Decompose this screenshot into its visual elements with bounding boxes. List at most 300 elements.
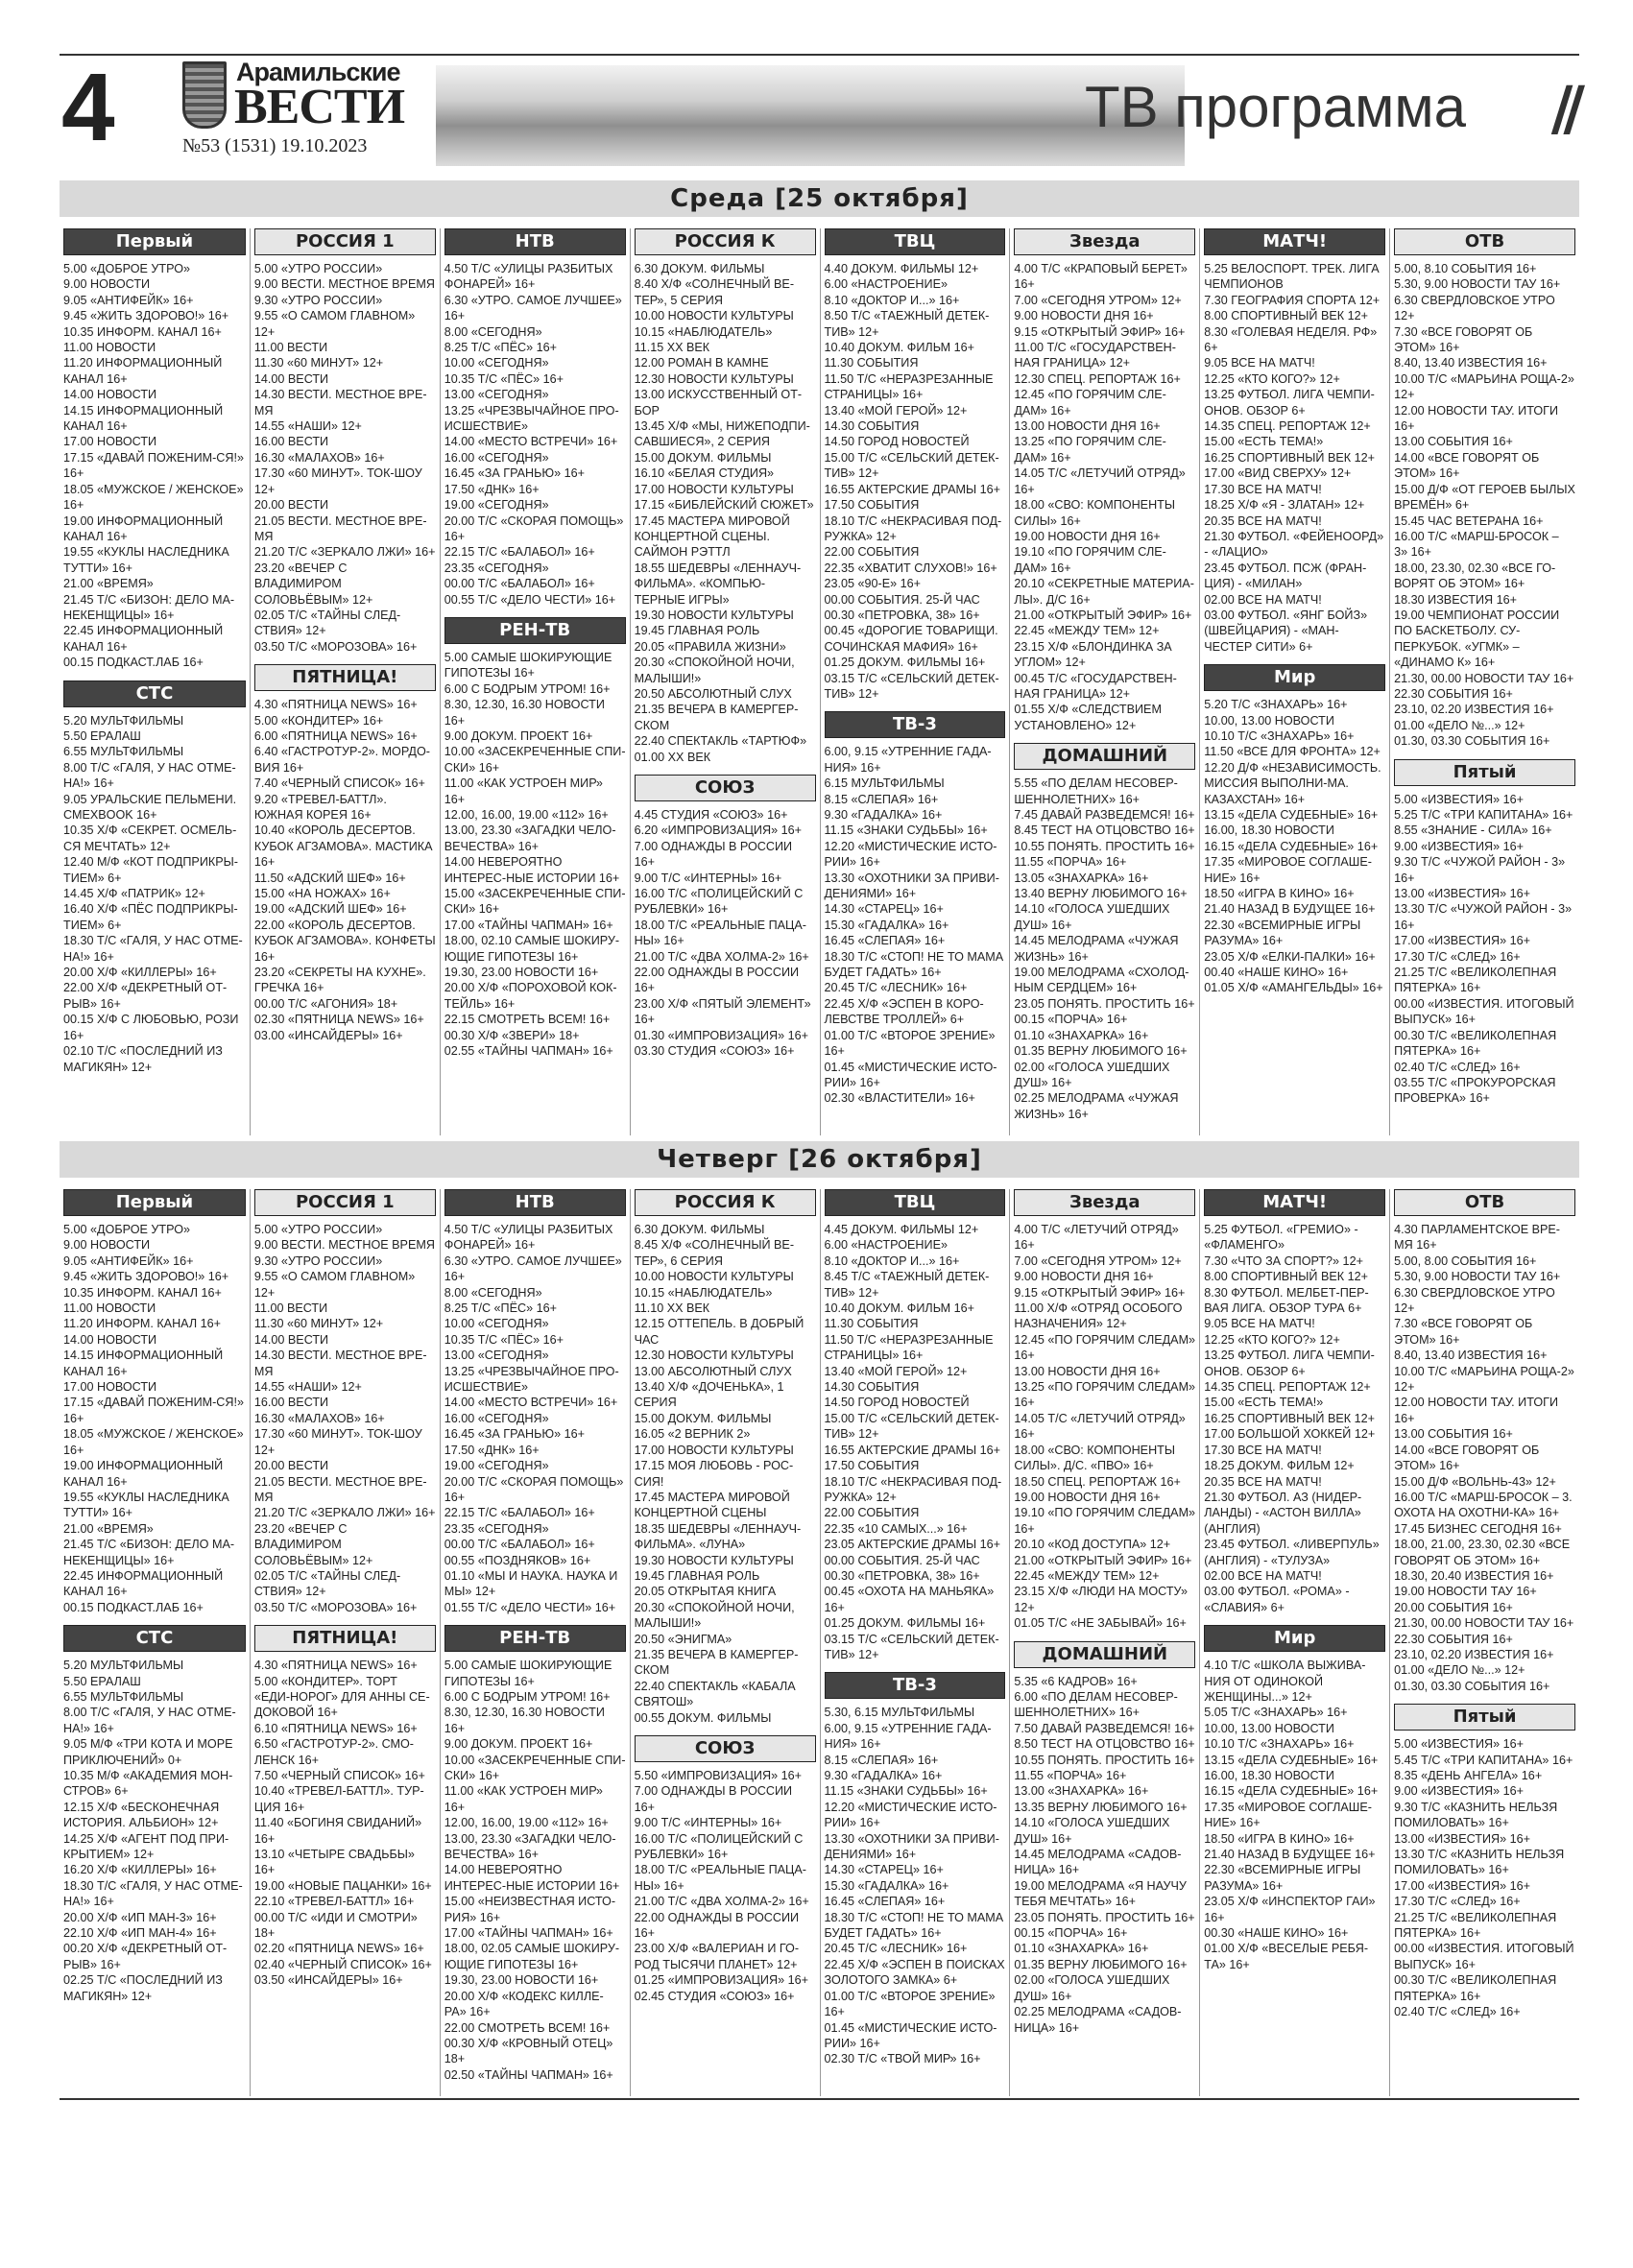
program-item: 02.00 ВСЕ НА МАТЧ! bbox=[1204, 1568, 1322, 1583]
program-item: 14.10 «ГОЛОСА УШЕДШИХ ДУШ» 16+ bbox=[1014, 1816, 1170, 1846]
program-item: 19.30, 23.00 НОВОСТИ 16+ bbox=[444, 966, 599, 980]
program-item: 20.00 СОБЫТИЯ 16+ bbox=[1394, 1600, 1513, 1614]
program-item: 8.25 Т/С «ПЁС» 16+ bbox=[444, 1301, 557, 1316]
program-item: 19.00 «СЕГОДНЯ» bbox=[444, 1459, 549, 1473]
program-item: 00.55 Т/С «ДЕЛО ЧЕСТИ» 16+ bbox=[444, 592, 616, 607]
program-item: 15.00 «ЗАСЕКРЕЧЕННЫЕ СПИ-СКИ» 16+ bbox=[444, 887, 626, 917]
program-item: 17.00 «ИЗВЕСТИЯ» 16+ bbox=[1394, 1878, 1530, 1893]
block-gap bbox=[1204, 1615, 1385, 1625]
program-item: 7.50 «ЧЕРНЫЙ СПИСОК» 16+ bbox=[253, 1769, 425, 1782]
program-item: 18.00, 21.00, 23.30, 02.30 «ВСЕ ГОВОРЯТ ОБ ЭТОМ» 16+ bbox=[1394, 1538, 1571, 1567]
program-item: 4.00 Т/С «ЛЕТУЧИЙ ОТРЯД» 16+ bbox=[1014, 1223, 1179, 1253]
program-item: 00.45 «ОХОТА НА МАНЬЯКА» 16+ bbox=[824, 1585, 995, 1614]
channel-column bbox=[630, 1189, 820, 2096]
program-item: 14.50 ГОРОД НОВОСТЕЙ bbox=[824, 1396, 970, 1410]
program-item: 13.25 ФУТБОЛ. ЛИГА ЧЕМПИ-ОНОВ. ОБЗОР 6+ bbox=[1204, 388, 1375, 418]
program-item: 8.30 ФУТБОЛ. МЕЛБЕТ-ПЕР-ВАЯ ЛИГА. ОБЗОР ТУРА 6+ bbox=[1204, 1285, 1369, 1316]
program-item: 14.00 НОВОСТИ bbox=[63, 388, 157, 402]
program-item: 01.25 «ИМПРОВИЗАЦИЯ» 16+ bbox=[634, 1973, 808, 1988]
channel-logo: РЕН-ТВ bbox=[444, 1625, 626, 1652]
program-list bbox=[63, 1222, 246, 1615]
program-item: 02.10 Т/С «ПОСЛЕДНИЙ ИЗ МАГИКЯН» 12+ bbox=[63, 1044, 223, 1074]
channel-column bbox=[1009, 228, 1199, 1135]
program-item: 21.00 «ВРЕМЯ» bbox=[63, 577, 154, 591]
program-item: 18.30 Т/С «СТОП! НЕ ТО МАМА БУДЕТ ГАДАТЬ» 16+ bbox=[824, 1910, 1004, 1941]
program-item: 10.55 ПОНЯТЬ. ПРОСТИТЬ 16+ bbox=[1014, 839, 1195, 853]
program-item: 14.45 МЕЛОДРАМА «САДОВ-НИЦА» 16+ bbox=[1014, 1848, 1182, 1877]
program-item: 17.15 МОЯ ЛЮБОВЬ - РОС-СИЯ! bbox=[634, 1459, 794, 1489]
program-item: 7.00 ОДНАЖДЫ В РОССИИ 16+ bbox=[634, 1784, 793, 1814]
program-item: 20.10 «СЕКРЕТНЫЕ МАТЕРИА-ЛЫ». Д/С 16+ bbox=[1014, 577, 1194, 607]
program-item: 23.20 «ВЕЧЕР С ВЛАДИМИРОМ СОЛОВЬЁВЫМ» 12+ bbox=[253, 561, 373, 607]
program-item: 03.00 «ИНСАЙДЕРЫ» 16+ bbox=[253, 1028, 403, 1042]
program-item: 8.15 «СЛЕПАЯ» 16+ bbox=[824, 792, 939, 806]
channel-column bbox=[60, 228, 250, 1135]
channel-logo: ОТВ bbox=[1394, 228, 1575, 255]
program-item: 10.55 ПОНЯТЬ. ПРОСТИТЬ 16+ bbox=[1014, 1753, 1195, 1767]
program-item: 11.15 «ЗНАКИ СУДЬБЫ» 16+ bbox=[824, 824, 988, 838]
channel-logo: ПЯТНИЦА! bbox=[254, 1625, 436, 1652]
program-item: 12.00 РОМАН В КАМНЕ bbox=[634, 356, 769, 370]
program-item: 10.40 «КОРОЛЬ ДЕСЕРТОВ. КУБОК АГЗАМОВА». МАСТИКА 16+ bbox=[253, 824, 433, 870]
program-list bbox=[1394, 1222, 1575, 1694]
program-item: 16.25 СПОРТИВНЫЙ ВЕК 12+ bbox=[1204, 450, 1375, 465]
program-item: 13.00, 23.30 «ЗАГАДКИ ЧЕЛО-ВЕЧЕСТВА» 16+ bbox=[444, 1831, 616, 1862]
program-item: 11.20 ИНФОРМ. КАНАЛ 16+ bbox=[63, 1317, 221, 1331]
program-item: 6.30 ДОКУМ. ФИЛЬМЫ bbox=[634, 1223, 765, 1236]
program-item: 02.30 Т/С «ТВОЙ МИР» 16+ bbox=[824, 2052, 981, 2066]
program-item: 5.00 САМЫЕ ШОКИРУЮЩИЕ ГИПОТЕЗЫ 16+ bbox=[444, 1659, 612, 1688]
program-item: 13.00 «СЕГОДНЯ» bbox=[444, 388, 549, 402]
program-item: 03.15 Т/С «СЕЛЬСКИЙ ДЕТЕК-ТИВ» 12+ bbox=[824, 671, 999, 701]
channel-logo: РОССИЯ 1 bbox=[254, 1189, 436, 1216]
program-list bbox=[1394, 792, 1575, 1107]
program-item: 12.25 «КТО КОГО?» 12+ bbox=[1204, 371, 1340, 386]
program-item: 16.00 Т/С «МАРШ-БРОСОК – 3. ОХОТА НА ОХОТНИ-КА» 16+ bbox=[1394, 1490, 1573, 1520]
program-item: 16.25 СПОРТИВНЫЙ ВЕК 12+ bbox=[1204, 1411, 1375, 1425]
program-item: 6.00 «ПО ДЕЛАМ НЕСОВЕР-ШЕННОЛЕТНИХ» 16+ bbox=[1014, 1689, 1178, 1720]
channel-logo: Первый bbox=[63, 228, 246, 255]
program-item: 7.30 «ВСЕ ГОВОРЯТ ОБ ЭТОМ» 16+ bbox=[1394, 1317, 1533, 1347]
channel-logo: ОТВ bbox=[1394, 1189, 1575, 1216]
program-item: 5.30, 9.00 НОВОСТИ ТАУ 16+ bbox=[1394, 277, 1561, 292]
program-item: 22.00 СМОТРЕТЬ ВСЕМ! 16+ bbox=[444, 2020, 611, 2035]
program-item: 5.00 «КОНДИТЕР». ТОРТ «ЕДИ-НОРОГ» ДЛЯ АННЫ СЕ-ДОКОВОЙ 16+ bbox=[253, 1674, 430, 1720]
block-gap bbox=[254, 1615, 436, 1625]
program-item: 5.00 «УТРО РОССИИ» bbox=[253, 262, 383, 275]
program-item: 16.00, 18.30 НОВОСТИ bbox=[1204, 1769, 1334, 1782]
channel-logo: ДОМАШНИЙ bbox=[1014, 743, 1195, 770]
program-item: 11.30 «60 МИНУТ» 12+ bbox=[253, 1317, 384, 1331]
program-item: 23.15 Х/Ф «ЛЮДИ НА МОСТУ» 12+ bbox=[1014, 1585, 1188, 1614]
program-item: 9.15 «ОТКРЫТЫЙ ЭФИР» 16+ bbox=[1014, 1285, 1186, 1300]
program-item: 20.45 Т/С «ЛЕСНИК» 16+ bbox=[824, 1942, 968, 1956]
program-item: 9.30 «ГАДАЛКА» 16+ bbox=[824, 808, 943, 822]
program-item: 23.05 ПОНЯТЬ. ПРОСТИТЬ 16+ bbox=[1014, 996, 1195, 1011]
program-item: 9.00 «ИЗВЕСТИЯ» 16+ bbox=[1394, 839, 1524, 853]
program-item: 00.00 «ИЗВЕСТИЯ. ИТОГОВЫЙ ВЫПУСК» 16+ bbox=[1394, 996, 1574, 1027]
program-item: 9.00 НОВОСТИ ДНЯ 16+ bbox=[1014, 1270, 1154, 1284]
program-item: 7.30 «ЧТО ЗА СПОРТ?» 12+ bbox=[1204, 1253, 1363, 1268]
program-item: 8.00 «СЕГОДНЯ» bbox=[444, 1285, 542, 1300]
program-item: 02.40 Т/С «СЛЕД» 16+ bbox=[1394, 1060, 1521, 1074]
channel-column bbox=[1389, 228, 1579, 1135]
program-item: 15.30 «ГАДАЛКА» 16+ bbox=[824, 918, 949, 932]
program-item: 15.30 «ГАДАЛКА» 16+ bbox=[824, 1878, 949, 1893]
program-list bbox=[635, 261, 816, 765]
program-item: 00.30 «НАШЕ КИНО» 16+ bbox=[1204, 1926, 1349, 1941]
program-item: 12.15 Х/Ф «БЕСКОНЕЧНАЯ ИСТОРИЯ. АЛЬБИОН» 12+ bbox=[63, 1800, 220, 1830]
program-item: 16.10 «БЕЛАЯ СТУДИЯ» bbox=[634, 466, 775, 481]
program-item: 03.55 Т/С «ПРОКУРОРСКАЯ ПРОВЕРКА» 16+ bbox=[1394, 1075, 1556, 1106]
program-item: 18.05 «МУЖСКОЕ / ЖЕНСКОЕ» 16+ bbox=[63, 1427, 244, 1457]
program-item: 8.40, 13.40 ИЗВЕСТИЯ 16+ bbox=[1394, 1349, 1548, 1363]
block-gap bbox=[1204, 655, 1385, 664]
program-item: 8.55 «ЗНАНИЕ - СИЛА» 16+ bbox=[1394, 824, 1552, 838]
channel-logo: СОЮЗ bbox=[635, 775, 816, 801]
program-item: 19.00 НОВОСТИ ДНЯ 16+ bbox=[1014, 1490, 1161, 1504]
program-item: 17.15 «БИБЛЕЙСКИЙ СЮЖЕТ» bbox=[634, 498, 814, 513]
program-item: 4.50 Т/С «УЛИЦЫ РАЗБИТЫХ ФОНАРЕЙ» 16+ bbox=[444, 262, 613, 292]
program-item: 6.30 СВЕРДЛОВСКОЕ УТРО 12+ bbox=[1394, 293, 1555, 323]
program-item: 02.30 «ПЯТНИЦА NEWS» 16+ bbox=[253, 1013, 424, 1027]
program-item: 20.00 ВЕСТИ bbox=[253, 1459, 329, 1473]
program-item: 5.00, 8.10 СОБЫТИЯ 16+ bbox=[1394, 262, 1537, 275]
issue-info: №53 (1531) 19.10.2023 bbox=[182, 135, 368, 156]
program-item: 14.35 СПЕЦ. РЕПОРТАЖ 12+ bbox=[1204, 1380, 1371, 1395]
block-gap bbox=[63, 671, 246, 680]
program-item: 01.45 «МИСТИЧЕСКИЕ ИСТО-РИИ» 16+ bbox=[824, 1060, 997, 1089]
program-item: 11.30 СОБЫТИЯ bbox=[824, 356, 919, 370]
program-item: 20.35 ВСЕ НА МАТЧ! bbox=[1204, 513, 1322, 528]
program-item: 10.35 Т/С «ПЁС» 16+ bbox=[444, 371, 564, 386]
program-item: 11.55 «ПОРЧА» 16+ bbox=[1014, 1769, 1127, 1782]
program-item: 01.55 Т/С «ДЕЛО ЧЕСТИ» 16+ bbox=[444, 1600, 616, 1614]
program-item: 13.05 «ЗНАХАРКА» 16+ bbox=[1014, 871, 1149, 885]
program-item: 17.00 «ВИД СВЕРХУ» 12+ bbox=[1204, 466, 1352, 481]
program-item: 21.30 ФУТБОЛ. «ФЕЙЕНООРД» - «ЛАЦИО» bbox=[1204, 529, 1384, 560]
program-item: 21.05 ВЕСТИ. МЕСТНОЕ ВРЕ-МЯ bbox=[253, 513, 427, 543]
program-item: 9.00 НОВОСТИ bbox=[63, 277, 151, 292]
program-item: 19.45 ГЛАВНАЯ РОЛЬ bbox=[634, 1568, 760, 1583]
program-item: 13.15 «ДЕЛА СУДЕБНЫЕ» 16+ bbox=[1204, 1753, 1379, 1767]
program-item: 17.00 БОЛЬШОЙ ХОККЕЙ 12+ bbox=[1204, 1427, 1376, 1442]
program-item: 6.30 «УТРО. САМОЕ ЛУЧШЕЕ» 16+ bbox=[444, 293, 622, 323]
program-item: 6.00 «НАСТРОЕНИЕ» bbox=[824, 277, 948, 292]
program-item: 8.00 Т/С «ГАЛЯ, У НАС ОТМЕ-НА!» 16+ bbox=[63, 760, 236, 791]
program-item: 21.45 Т/С «БИЗОН: ДЕЛО МА-НЕКЕНЩИЦЫ» 16+ bbox=[63, 1538, 235, 1567]
program-item: 9.00 НОВОСТИ bbox=[63, 1238, 151, 1253]
program-item: 20.00 Т/С «СКОРАЯ ПОМОЩЬ» 16+ bbox=[444, 1474, 624, 1504]
program-item: 21.00 «ВРЕМЯ» bbox=[63, 1521, 154, 1536]
program-item: 00.15 «ПОРЧА» 16+ bbox=[1014, 1013, 1128, 1027]
program-list bbox=[254, 261, 436, 655]
program-item: 00.30 Х/Ф «ЗВЕРИ» 18+ bbox=[444, 1028, 580, 1042]
program-item: 00.30 Т/С «ВЕЛИКОЛЕПНАЯ ПЯТЕРКА» 16+ bbox=[1394, 1028, 1557, 1059]
channel-logo: Пятый bbox=[1394, 1704, 1575, 1731]
program-item: 14.30 ВЕСТИ. МЕСТНОЕ ВРЕ-МЯ bbox=[253, 388, 427, 418]
program-item: 5.00 САМЫЕ ШОКИРУЮЩИЕ ГИПОТЕЗЫ 16+ bbox=[444, 650, 612, 680]
program-item: 9.00 ВЕСТИ. МЕСТНОЕ ВРЕМЯ bbox=[253, 277, 435, 292]
program-list bbox=[444, 650, 626, 1060]
program-item: 16.30 «МАЛАХОВ» 16+ bbox=[253, 450, 385, 465]
program-item: 18.35 ШЕДЕВРЫ «ЛЕННАУЧ-ФИЛЬМА». «ЛУНА» bbox=[634, 1521, 802, 1552]
program-item: 9.05 ВСЕ НА МАТЧ! bbox=[1204, 356, 1315, 370]
program-list bbox=[63, 261, 246, 671]
program-item: 19.00 «СЕГОДНЯ» bbox=[444, 498, 549, 513]
channel-logo: ТВЦ bbox=[825, 1189, 1006, 1216]
channel-logo: РЕН-ТВ bbox=[444, 617, 626, 644]
program-list bbox=[1014, 1222, 1195, 1632]
program-item: 23.05 «90-Е» 16+ bbox=[824, 577, 921, 591]
program-item: 10.15 «НАБЛЮДАТЕЛЬ» bbox=[634, 324, 773, 339]
program-item: 18.25 ДОКУМ. ФИЛЬМ 12+ bbox=[1204, 1459, 1355, 1473]
program-item: 17.00 «ТАЙНЫ ЧАПМАН» 16+ bbox=[444, 918, 613, 932]
channel-column bbox=[1009, 1189, 1199, 2096]
program-item: 22.35 «10 САМЫХ...» 16+ bbox=[824, 1521, 968, 1536]
program-item: 14.15 ИНФОРМАЦИОННЫЙ КАНАЛ 16+ bbox=[63, 1349, 224, 1378]
program-item: 4.45 СТУДИЯ «СОЮЗ» 16+ bbox=[634, 808, 788, 822]
program-item: 11.00 ВЕСТИ bbox=[253, 341, 328, 355]
program-item: 17.00 НОВОСТИ КУЛЬТУРЫ bbox=[634, 1443, 794, 1457]
program-item: 5.55 «ПО ДЕЛАМ НЕСОВЕР-ШЕННОЛЕТНИХ» 16+ bbox=[1014, 776, 1178, 806]
program-item: 11.00 ВЕСТИ bbox=[253, 1301, 328, 1316]
program-item: 9.30 «ГАДАЛКА» 16+ bbox=[824, 1769, 943, 1782]
program-item: 5.00 «УТРО РОССИИ» bbox=[253, 1223, 383, 1236]
program-item: 18.30 Т/С «ГАЛЯ, У НАС ОТМЕ-НА!» 16+ bbox=[63, 1878, 243, 1909]
program-item: 23.00 Х/Ф «ВАЛЕРИАН И ГО-РОД ТЫСЯЧИ ПЛАНЕТ» 12+ bbox=[634, 1942, 800, 1971]
program-item: 6.55 МУЛЬТФИЛЬМЫ bbox=[63, 745, 184, 759]
program-item: 10.00 «СЕГОДНЯ» bbox=[444, 1317, 549, 1331]
channel-column bbox=[250, 1189, 440, 2096]
program-item: 21.30, 00.00 НОВОСТИ ТАУ 16+ bbox=[1394, 671, 1574, 685]
program-item: 4.40 ДОКУМ. ФИЛЬМЫ 12+ bbox=[824, 262, 979, 275]
program-item: 11.55 «ПОРЧА» 16+ bbox=[1014, 855, 1127, 870]
program-item: 22.30 «ВСЕМИРНЫЕ ИГРЫ РАЗУМА» 16+ bbox=[1204, 918, 1361, 948]
program-item: 00.45 «ДОРОГИЕ ТОВАРИЩИ. СОЧИНСКАЯ МАФИЯ» 16+ bbox=[824, 624, 998, 654]
program-item: 18.00, 02.10 САМЫЕ ШОКИРУ-ЮЩИЕ ГИПОТЕЗЫ 16+ bbox=[444, 934, 620, 964]
program-item: 18.00, 23.30, 02.30 «ВСЕ ГО-ВОРЯТ ОБ ЭТОМ» 16+ bbox=[1394, 561, 1556, 591]
program-item: 18.00 Т/С «РЕАЛЬНЫЕ ПАЦА-НЫ» 16+ bbox=[634, 1863, 806, 1893]
program-item: 22.00 СОБЫТИЯ bbox=[824, 545, 920, 560]
program-item: 23.05 АКТЕРСКИЕ ДРАМЫ 16+ bbox=[824, 1538, 1000, 1552]
program-item: 10.35 ИНФОРМ. КАНАЛ 16+ bbox=[63, 324, 222, 339]
program-item: 02.05 Т/С «ТАЙНЫ СЛЕД-СТВИЯ» 12+ bbox=[253, 1568, 401, 1599]
program-item: 4.00 Т/С «КРАПОВЫЙ БЕРЕТ» 16+ bbox=[1014, 262, 1188, 292]
program-item: 16.05 «2 ВЕРНИК 2» bbox=[634, 1427, 751, 1442]
program-item: 14.10 «ГОЛОСА УШЕДШИХ ДУШ» 16+ bbox=[1014, 902, 1170, 932]
program-list bbox=[1394, 1736, 1575, 2019]
program-item: 17.30 ВСЕ НА МАТЧ! bbox=[1204, 482, 1322, 496]
program-item: 02.25 Т/С «ПОСЛЕДНИЙ ИЗ МАГИКЯН» 12+ bbox=[63, 1973, 223, 2003]
program-item: 13.00 ИСКУССТВЕННЫЙ ОТ-БОР bbox=[634, 388, 803, 418]
program-item: 12.20 «МИСТИЧЕСКИЕ ИСТО-РИИ» 16+ bbox=[824, 1800, 997, 1830]
program-item: 14.30 «СТАРЕЦ» 16+ bbox=[824, 1863, 944, 1877]
program-item: 15.45 ЧАС ВЕТЕРАНА 16+ bbox=[1394, 513, 1544, 528]
program-item: 13.30 Т/С «ЧУЖОЙ РАЙОН - 3» 16+ bbox=[1394, 902, 1573, 932]
program-item: 15.00 «ЕСТЬ ТЕМА!» bbox=[1204, 1396, 1324, 1410]
program-item: 12.20 «МИСТИЧЕСКИЕ ИСТО-РИИ» 16+ bbox=[824, 839, 997, 870]
program-item: 5.45 Т/С «ТРИ КАПИТАНА» 16+ bbox=[1394, 1753, 1573, 1767]
program-item: 5.00 «ДОБРОЕ УТРО» bbox=[63, 262, 191, 275]
program-item: 18.10 Т/С «НЕКРАСИВАЯ ПОД-РУЖКА» 12+ bbox=[824, 513, 1002, 543]
program-item: 22.00 Х/Ф «ДЕКРЕТНЫЙ ОТ-РЫВ» 16+ bbox=[63, 981, 228, 1011]
program-item: 01.10 «ЗНАХАРКА» 16+ bbox=[1014, 1942, 1149, 1956]
program-item: 10.40 «ТРЕВЕЛ-БАТТЛ». ТУР-ЦИЯ 16+ bbox=[253, 1784, 424, 1814]
program-item: 00.00 Т/С «ИДИ И СМОТРИ» 18+ bbox=[253, 1910, 418, 1941]
program-item: 00.30 Т/С «ВЕЛИКОЛЕПНАЯ ПЯТЕРКА» 16+ bbox=[1394, 1973, 1557, 2003]
program-item: 19.00 «НОВЫЕ ПАЦАНКИ» 16+ bbox=[253, 1878, 432, 1893]
program-item: 17.00 «ТАЙНЫ ЧАПМАН» 16+ bbox=[444, 1926, 613, 1941]
program-item: 14.55 «НАШИ» 12+ bbox=[253, 1380, 362, 1395]
channel-column bbox=[60, 1189, 250, 2096]
program-item: 00.30 «ПЕТРОВКА, 38» 16+ bbox=[824, 1568, 980, 1583]
channel-logo: Пятый bbox=[1394, 759, 1575, 786]
block-gap bbox=[1014, 733, 1195, 743]
channel-column bbox=[820, 1189, 1010, 2096]
program-item: 13.40 «МОЙ ГЕРОЙ» 12+ bbox=[824, 403, 968, 418]
program-item: 00.00 «ИЗВЕСТИЯ. ИТОГОВЫЙ ВЫПУСК» 16+ bbox=[1394, 1942, 1574, 1971]
program-item: 13.00 «СЕГОДНЯ» bbox=[444, 1349, 549, 1363]
program-item: 13.25 «ЧРЕЗВЫЧАЙНОЕ ПРО-ИСШЕСТВИЕ» bbox=[444, 1364, 619, 1395]
program-item: 01.10 «ЗНАХАРКА» 16+ bbox=[1014, 1028, 1149, 1042]
program-item: 13.15 «ДЕЛА СУДЕБНЫЕ» 16+ bbox=[1204, 808, 1379, 822]
program-item: 5.25 Т/С «ТРИ КАПИТАНА» 16+ bbox=[1394, 808, 1573, 822]
program-item: 21.40 НАЗАД В БУДУЩЕЕ 16+ bbox=[1204, 902, 1376, 917]
program-item: 17.15 «ДАВАЙ ПОЖЕНИМ-СЯ!» 16+ bbox=[63, 1396, 245, 1425]
program-item: 21.20 Т/С «ЗЕРКАЛО ЛЖИ» 16+ bbox=[253, 1506, 436, 1520]
block-gap bbox=[635, 765, 816, 775]
program-item: 9.15 «ОТКРЫТЫЙ ЭФИР» 16+ bbox=[1014, 324, 1186, 339]
program-item: 01.00 «ДЕЛО №...» 12+ bbox=[1394, 1663, 1525, 1678]
program-item: 10.35 М/Ф «АКАДЕМИЯ МОН-СТРОВ» 6+ bbox=[63, 1769, 233, 1799]
program-item: 9.05 «АНТИФЕЙК» 16+ bbox=[63, 293, 194, 307]
program-item: 7.50 ДАВАЙ РАЗВЕДЕМСЯ! 16+ bbox=[1014, 1721, 1195, 1735]
program-item: 13.30 Т/С «КАЗНИТЬ НЕЛЬЗЯ ПОМИЛОВАТЬ» 16+ bbox=[1394, 1848, 1565, 1877]
program-item: 5.00 «ИЗВЕСТИЯ» 16+ bbox=[1394, 1737, 1524, 1752]
program-list bbox=[825, 744, 1006, 1106]
program-item: 03.30 СТУДИЯ «СОЮЗ» 16+ bbox=[634, 1044, 795, 1059]
bottom-divider bbox=[60, 2098, 1579, 2100]
program-item: 6.00, 9.15 «УТРЕННИЕ ГАДА-НИЯ» 16+ bbox=[824, 1721, 992, 1752]
program-item: 9.30 Т/С «КАЗНИТЬ НЕЛЬЗЯ ПОМИЛОВАТЬ» 16+ bbox=[1394, 1800, 1558, 1830]
program-item: 17.45 БИЗНЕС СЕГОДНЯ 16+ bbox=[1394, 1521, 1562, 1536]
program-item: 9.00 «ИЗВЕСТИЯ» 16+ bbox=[1394, 1784, 1524, 1799]
program-item: 9.05 М/Ф «ТРИ КОТА И МОРЕ ПРИКЛЮЧЕНИЙ» 0+ bbox=[63, 1737, 233, 1767]
block-gap bbox=[1394, 1694, 1575, 1704]
program-item: 16.15 «ДЕЛА СУДЕБНЫЕ» 16+ bbox=[1204, 839, 1379, 853]
program-item: 17.30 «60 МИНУТ». ТОК-ШОУ 12+ bbox=[253, 466, 422, 496]
program-item: 8.50 ТЕСТ НА ОТЦОВСТВО 16+ bbox=[1014, 1737, 1195, 1752]
program-item: 7.30 «ВСЕ ГОВОРЯТ ОБ ЭТОМ» 16+ bbox=[1394, 324, 1533, 355]
program-item: 6.30 «УТРО. САМОЕ ЛУЧШЕЕ» 16+ bbox=[444, 1253, 622, 1284]
program-item: 17.50 СОБЫТИЯ bbox=[824, 498, 920, 513]
program-item: 00.00 СОБЫТИЯ. 25-Й ЧАС bbox=[824, 592, 980, 607]
program-item: 19.55 «КУКЛЫ НАСЛЕДНИКА ТУТТИ» 16+ bbox=[63, 1490, 229, 1520]
program-item: 23.10, 02.20 ИЗВЕСТИЯ 16+ bbox=[1394, 1647, 1554, 1661]
program-item: 21.05 ВЕСТИ. МЕСТНОЕ ВРЕ-МЯ bbox=[253, 1474, 427, 1504]
program-item: 00.30 Х/Ф «КРОВНЫЙ ОТЕЦ» 18+ bbox=[444, 2036, 613, 2066]
program-item: 6.30 СВЕРДЛОВСКОЕ УТРО 12+ bbox=[1394, 1285, 1555, 1316]
program-item: 13.00 СОБЫТИЯ 16+ bbox=[1394, 435, 1513, 449]
program-item: 20.50 «ЭНИГМА» bbox=[634, 1632, 732, 1646]
program-item: 11.15 «ЗНАКИ СУДЬБЫ» 16+ bbox=[824, 1784, 988, 1799]
program-item: 17.50 «ДНК» 16+ bbox=[444, 1443, 540, 1457]
program-item: 23.45 ФУТБОЛ. ПСЖ (ФРАН-ЦИЯ) - «МИЛАН» bbox=[1204, 561, 1367, 591]
channel-column bbox=[1389, 1189, 1579, 2096]
program-item: 21.00 Т/С «ДВА ХОЛМА-2» 16+ bbox=[634, 949, 809, 964]
program-item: 18.30, 20.40 ИЗВЕСТИЯ 16+ bbox=[1394, 1568, 1554, 1583]
program-item: 13.10 «ЧЕТЫРЕ СВАДЬБЫ» 16+ bbox=[253, 1848, 415, 1877]
program-item: 8.10 «ДОКТОР И...» 16+ bbox=[824, 293, 960, 307]
program-item: 20.00 Т/С «СКОРАЯ ПОМОЩЬ» 16+ bbox=[444, 513, 624, 543]
program-item: 16.00 Т/С «ПОЛИЦЕЙСКИЙ С РУБЛЕВКИ» 16+ bbox=[634, 1831, 804, 1862]
program-item: 19.10 «ПО ГОРЯЧИМ СЛЕ-ДАМ» 16+ bbox=[1014, 545, 1166, 575]
program-item: 11.00 Т/С «ГОСУДАРСТВЕН-НАЯ ГРАНИЦА» 12+ bbox=[1014, 341, 1176, 370]
program-item: 10.35 Х/Ф «СЕКРЕТ. ОСМЕЛЬ-СЯ МЕЧТАТЬ» 12+ bbox=[63, 824, 237, 853]
program-item: 4.30 «ПЯТНИЦА NEWS» 16+ bbox=[253, 698, 418, 712]
channel-logo: Первый bbox=[63, 1189, 246, 1216]
program-item: 23.35 «СЕГОДНЯ» bbox=[444, 1521, 549, 1536]
program-item: 19.45 ГЛАВНАЯ РОЛЬ bbox=[634, 624, 760, 638]
logo-main-text: ВЕСТИ bbox=[234, 80, 405, 134]
program-item: 5.20 Т/С «ЗНАХАРЬ» 16+ bbox=[1204, 698, 1348, 712]
program-item: 13.30 «ОХОТНИКИ ЗА ПРИВИ-ДЕНИЯМИ» 16+ bbox=[824, 871, 999, 901]
channel-logo: ТВ-3 bbox=[825, 1672, 1006, 1699]
program-item: 17.00 НОВОСТИ bbox=[63, 1380, 157, 1395]
program-item: 14.50 ГОРОД НОВОСТЕЙ bbox=[824, 435, 970, 449]
program-item: 9.30 Т/С «ЧУЖОЙ РАЙОН - 3» 16+ bbox=[1394, 855, 1566, 885]
program-item: 17.00 НОВОСТИ КУЛЬТУРЫ bbox=[634, 482, 794, 496]
program-item: 15.00 ДОКУМ. ФИЛЬМЫ bbox=[634, 450, 772, 465]
program-list bbox=[444, 1658, 626, 2083]
program-item: 11.20 ИНФОРМАЦИОННЫЙ КАНАЛ 16+ bbox=[63, 356, 223, 386]
program-item: 02.45 СТУДИЯ «СОЮЗ» 16+ bbox=[634, 1989, 795, 2003]
program-item: 5.20 МУЛЬТФИЛЬМЫ bbox=[63, 713, 184, 728]
slashes-decoration: // bbox=[1550, 73, 1575, 143]
program-list bbox=[825, 261, 1006, 702]
program-list bbox=[444, 261, 626, 608]
program-item: 6.00 С БОДРЫМ УТРОМ! 16+ bbox=[444, 681, 611, 696]
program-item: 9.30 «УТРО РОССИИ» bbox=[253, 293, 383, 307]
program-item: 8.30 «ГОЛЕВАЯ НЕДЕЛЯ. РФ» 6+ bbox=[1204, 324, 1378, 355]
program-item: 18.00, 02.05 САМЫЕ ШОКИРУ-ЮЩИЕ ГИПОТЕЗЫ 16+ bbox=[444, 1942, 620, 1971]
program-list bbox=[635, 807, 816, 1060]
program-item: 5.50 ЕРАЛАШ bbox=[63, 728, 141, 743]
program-item: 17.35 «МИРОВОЕ СОГЛАШЕ-НИЕ» 16+ bbox=[1204, 1800, 1372, 1830]
program-item: 14.00 НЕВЕРОЯТНО ИНТЕРЕС-НЫЕ ИСТОРИИ 16+ bbox=[444, 855, 620, 885]
program-item: 5.25 ВЕЛОСПОРТ. ТРЕК. ЛИГА ЧЕМПИОНОВ bbox=[1204, 262, 1380, 292]
program-item: 11.15 XX ВЕК bbox=[634, 341, 710, 355]
program-item: 9.55 «О САМОМ ГЛАВНОМ» 12+ bbox=[253, 1270, 416, 1300]
channel-logo: Мир bbox=[1204, 1625, 1385, 1652]
program-item: 11.50 «АДСКИЙ ШЕФ» 16+ bbox=[253, 871, 406, 885]
program-item: 19.30 НОВОСТИ КУЛЬТУРЫ bbox=[634, 608, 794, 622]
tv-schedule bbox=[60, 180, 1579, 2096]
channel-logo: НТВ bbox=[444, 228, 626, 255]
program-item: 13.40 «МОЙ ГЕРОЙ» 12+ bbox=[824, 1364, 968, 1378]
program-item: 10.35 ИНФОРМ. КАНАЛ 16+ bbox=[63, 1285, 222, 1300]
program-item: 15.00 «ЕСТЬ ТЕМА!» bbox=[1204, 435, 1324, 449]
program-item: 16.20 Х/Ф «КИЛЛЕРЫ» 16+ bbox=[63, 1863, 217, 1877]
channel-logo: ТВ-3 bbox=[825, 711, 1006, 738]
program-item: 23.05 Х/Ф «ИНСПЕКТОР ГАИ» 16+ bbox=[1204, 1895, 1376, 1924]
channel-logo: РОССИЯ К bbox=[635, 1189, 816, 1216]
program-item: 02.55 «ТАЙНЫ ЧАПМАН» 16+ bbox=[444, 1044, 613, 1059]
program-item: 22.45 ИНФОРМАЦИОННЫЙ КАНАЛ 16+ bbox=[63, 1568, 224, 1599]
program-list bbox=[254, 697, 436, 1043]
program-item: 13.25 «ЧРЕЗВЫЧАЙНОЕ ПРО-ИСШЕСТВИЕ» bbox=[444, 403, 619, 434]
